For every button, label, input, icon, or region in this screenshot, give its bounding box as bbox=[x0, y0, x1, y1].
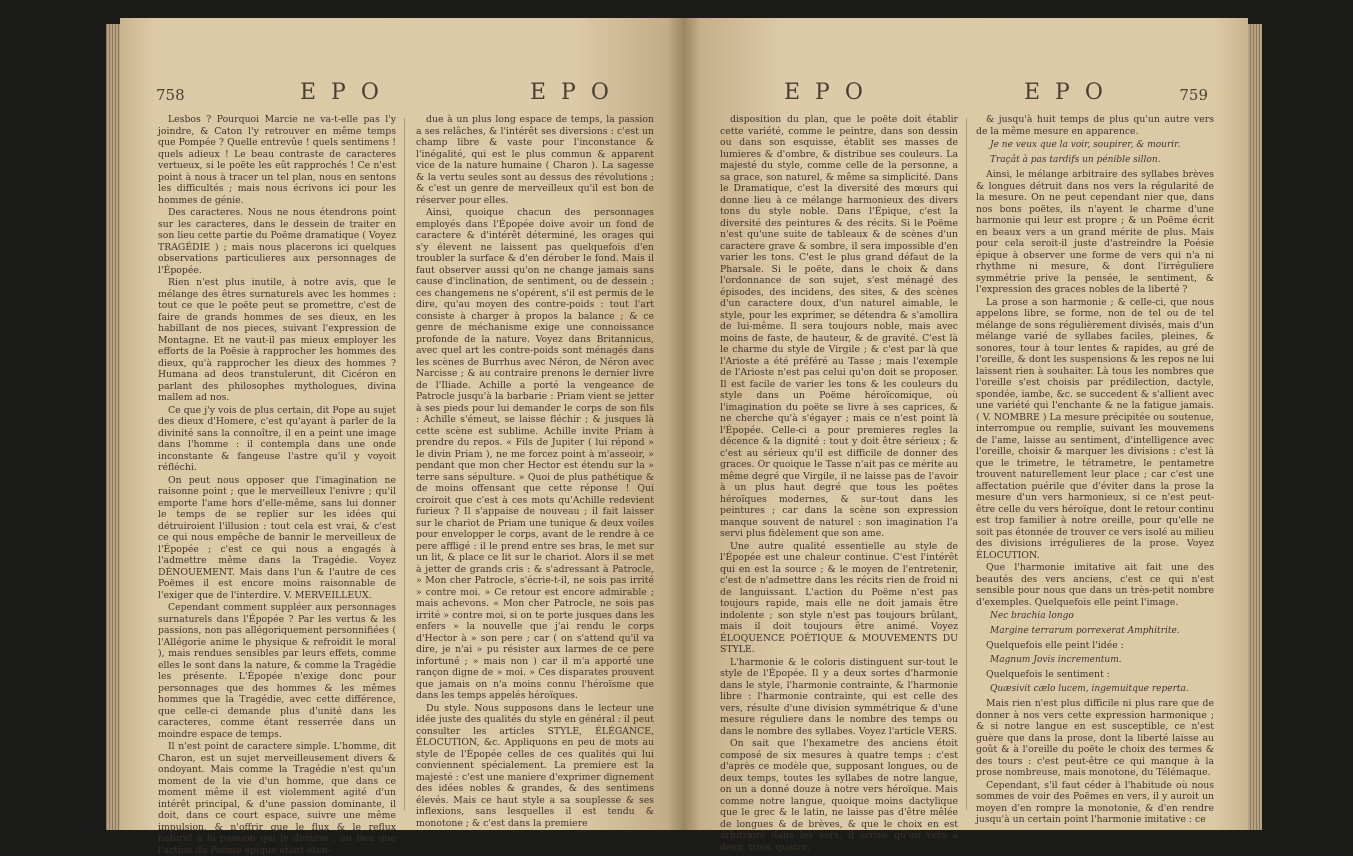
paragraph: Ainsi, le mélange arbitraire des syllabes brèves & longues détruit dans nos vers la régularité de la mesure. On ne peut cependant nier que, dans nos bons poëtes, ils n'ayent le charme d'une harmonie qui leur est propre ; & un Poëme écrit en beaux vers a un grand mérite de plus. Mais pour cela seroit-il juste d'astreindre la Poésie épique à observer une forme de vers qui n'a ni rhythme ni mesure, & dont l'irréguliere symmétrie prive la pensée, le sentiment, & l'expression des graces nobles de la liberté ? bbox=[976, 169, 1214, 295]
left-running-head bbox=[120, 80, 684, 110]
paragraph: Cependant, s'il faut céder à l'habitude où nous sommes de voir des Poëmes en vers, il y auroit un moyen d'en rompre la monotonie, & d'en rendre jusqu'à un certain point l'harmonie imitative : ce bbox=[976, 779, 1214, 825]
left-page-number: 758 bbox=[156, 86, 185, 104]
verse-quote: Nec brachia longo bbox=[990, 611, 1074, 621]
right-page bbox=[684, 18, 1248, 853]
paragraph: Cependant comment suppléer aux personnages surnaturels dans l'Épopée ? Par les vertus & les passions, non pas allégoriquement personnifiées ( l'Allégorie anime le physique & refroidit le moral ), mais rendues sensibles par leurs effets, comme elles le sont dans la nature, & comme la Tragédie les présente. L'Épopée n'exige donc pour personnages que des hommes & les mêmes hommes que la Tragédie, avec cette différence, que celle-ci demande plus d'unité dans les caracteres, comme étant resserrée dans un moindre espace de temps. bbox=[158, 602, 396, 740]
right-page-edges bbox=[1248, 24, 1262, 830]
column-rule bbox=[966, 118, 967, 810]
paragraph: Quelquefois le sentiment : bbox=[986, 669, 1110, 680]
paragraph: Quelquefois elle peint l'idée : bbox=[986, 640, 1124, 651]
left-header-col-b: E P O bbox=[530, 80, 613, 105]
left-page bbox=[120, 18, 684, 856]
verse-quote: Je ne veux que la voir, soupirer, & mourir. bbox=[990, 140, 1181, 150]
paragraph: & jusqu'à huit temps de plus qu'un autre vers de la même mesure en apparence. bbox=[976, 114, 1214, 137]
verse-quote: Quæsivit cælo lucem, ingemuitque reperta. bbox=[990, 683, 1189, 694]
paragraph: L'harmonie & le coloris distinguent sur-tout le style de l'Épopée. Il y a deux sortes d'harmonie dans le style, l'harmonie contrainte, & l'harmonie libre : l'harmonie contrainte, qui est celle des vers, résulte d'une division symmétrique & d'une mesure réguliere dans le nombre des temps ou dans le nombre des syllabes. Voyez l'article VERS. bbox=[720, 656, 958, 737]
paragraph: Mais rien n'est plus difficile ni plus rare que de donner à nos vers cette expression harmonique ; & si notre langue en est susceptible, ce n'est guère que dans la prose, dont la liberté laisse au goût & à l'oreille du poëte le choix des termes & des tours : c'est peut-être ce qui manque à la prose nombreuse, mais monotone, du Télémaque. bbox=[976, 698, 1214, 778]
paragraph: Une autre qualité essentielle au style de l'Épopée est une chaleur continue. C'est l'intérêt qui en est la source ; & le moyen de l'entretenir, c'est de n'admettre dans les récits rien de froid ni de languissant. L'action du Poëme n'est pas toujours rapide, mais elle ne doit jamais être indolente ; son style n'est pas toujours brûlant, mais il doit toujours être animé. Voyez ÉLOQUENCE POÉTIQUE & MOUVEMENTS DU STYLE. bbox=[720, 540, 958, 655]
paragraph: Du style. Nous supposons dans le lecteur une idée juste des qualités du style en général : il peut consulter les articles STYLE, ÉLÉGANCE, ÉLOCUTION, &c. Appliquons en peu de mots au style de l'Épopée celles de ces qualités qui lui conviennent spécialement. La premiere est la majesté : c'est une maniere d'exprimer dignement des idées nobles & grandes, & des sentimens élevés. Mais ce haut style a sa souplesse & ses inflexions, sans lesquelles il est tendu & monotone ; & c'est dans la premiere bbox=[416, 702, 654, 829]
paragraph: Il n'est point de caractere simple. L'homme, dit Charon, est un sujet merveilleusement divers & ondoyant. Mais comme la Tragédie n'est qu'un moment de la vie d'un homme, que dans ce moment même il est violemment agité d'un intérêt principal, & d'une passion dominante, il doit, dans ce court espace, suivre une même impulsion, & n'offrir que le flux & le reflux naturel à la passion qui le domine ; au lieu que l'action du Poëme épique étant éten- bbox=[158, 741, 396, 856]
right-column-b bbox=[976, 114, 1214, 825]
paragraph: Des caracteres. Nous ne nous étendrons point sur les caracteres, dans le dessein de traiter en son lieu cette partie du Poëme dramatique ( Voyez TRAGÉDIE ) ; mais nous placerons ici quelques observations particulieres aux personnages de l'Épopée. bbox=[158, 207, 396, 276]
paragraph: On sait que l'hexametre des anciens étoit composé de six mesures à quatre temps : c'est d'après ce modèle que, supposant longues, ou de deux temps, toutes les syllabes de notre langue, on un a donné douze à notre vers héroïque. Mais comme notre langue, quoique moins dactylique que le grec & le latin, ne laisse pas d'être mêlée de longues & de brèves, & que le choix en est arbitraire dans les vers, il arrive qu'un vers a deux, trois, quatre, bbox=[720, 738, 958, 853]
paragraph: Lesbos ? Pourquoi Marcie ne va-t-elle pas l'y joindre, & Caton l'y retrouver en même temps que Pompée ? Quelle entrevûe ! quels sentimens ! quels adieux ! Le beau contraste de caracteres vertueux, si le poëte les eût rapprochés ! Ce n'est point à nous à tracer un tel plan, nous en sentons les difficultés ; mais nous écrivons ici pour les hommes de génie. bbox=[158, 114, 396, 206]
verse-quote: Traçât à pas tardifs un pénible sillon. bbox=[990, 154, 1161, 165]
paragraph: Ainsi, quoique chacun des personnages employés dans l'Épopée doive avoir un fond de caractere & d'intérêt déterminé, les orages qui s'y élevent ne laissent pas quelquefois d'en troubler la surface & d'en dérober le fond. Mais il faut observer aussi qu'on ne change jamais sans cause d'inclination, de sentiment, ou de dessein ; ces changemens ne s'opérent, s'il est permis de le dire, qu'au moyen des contre-poids : tout l'art consiste à charger à propos la balance ; & ce genre de méchanisme exige une connoissance profonde de la nature. Voyez dans Britannicus, avec quel art les contre-poids sont ménagés dans les scènes de Burrhus avec Néron, de Néron avec Narcisse ; & au contraire prenons le dernier livre de l'Iliade. Achille a porté la vengeance de Patrocle jusqu'à la barbarie : Priam vient se jetter à ses pieds pour lui demander le corps de son fils : Achille s'émeut, se laisse fléchir ; & jusques là cette scène est sublime. Achille invite Priam à prendre du repos. « Fils de Jupiter ( lui répond » le divin Priam ), ne me forcez point à m'asseoir, » pendant que mon cher Hector est étendu sur la » terre sans sépulture. » Quoi de plus pathétique & de moins offensant que cette réponse ! Qui croiroit que c'est à ces mots qu'Achille redevient furieux ? Il s'appaise de nouveau ; il fait laisser sur le chariot de Priam une tunique & deux voiles pour envelopper le corps, avant de le rendre à ce pere affligé : il le prend entre ses bras, le met sur un lit, & place ce lit sur le chariot. Alors il se met à jetter de grands cris : & s'adressant à Patrocle, » Mon cher Patrocle, s'écrie-t-il, ne sois pas irrité » contre moi. » Ce retour est encore admirable ; mais achevons. « Mon cher Patrocle, ne sois pas irrité » contre moi, si on te porte jusques dans les enfers » la nouvelle que j'ai rendu le corps d'Hector à » son pere ; car ( on s'attend qu'il va dire, je n'ai » pu résister aux larmes de ce pere infortuné ; » mais non ) car il m'a apporté une rançon digne de » moi. » Ces disparates prouvent que jamais on n'a moins connu l'héroïsme que dans les temps appelés héroïques. bbox=[416, 207, 654, 701]
paragraph: Ce que j'y vois de plus certain, dit Pope au sujet des dieux d'Homere, c'est qu'ayant à parler de la divinité sans la connoître, il en a peint une image dans l'homme : il contempla dans une onde inconstante & fangeuse l'astre qu'il y voyoit réfléchi. bbox=[158, 404, 396, 473]
open-book bbox=[120, 18, 1248, 856]
right-running-head bbox=[684, 80, 1248, 110]
verse-quote: Magnum Jovis incrementum. bbox=[990, 654, 1122, 665]
right-header-col-a: E P O bbox=[784, 80, 867, 105]
paragraph: due à un plus long espace de temps, la passion a ses relâches, & l'intérêt ses diversions : c'est un champ libre & vaste pour l'inconstance & l'inégalité, qui est le plus commun & apparent vice de la nature humaine ( Charon ). La sagesse & la vertu seules sont au dessus des révolutions ; & c'est un genre de merveilleux qu'il est bon de réserver pour elles. bbox=[416, 114, 654, 206]
left-column-a bbox=[158, 114, 396, 856]
verse-quote: Margine terrarum porrexerat Amphitrite. bbox=[990, 625, 1180, 636]
paragraph: disposition du plan, que le poëte doit établir cette variété, comme le peintre, dans son dessin ou dans son esquisse, établit ses masses de lumieres & d'ombre, & distribue ses couleurs. La majesté du style, comme celle de la personne, a sa grace, son naturel, & même sa simplicité. Dans le Dramatique, c'est la diversité des mœurs qui donne lieu à ce mélange harmonieux des divers tons du style noble. Dans l'Épique, c'est la diversité des peintures & des récits. Si le Poëme n'est qu'une suite de tableaux & de scènes d'un caractere grave & sombre, il sera impossible d'en varier les tons. C'est le plus grand défaut de la Pharsale. Si le poëte, dans le choix & dans l'ordonnance de son sujet, s'est ménagé des épisodes, des incidens, des sites, & des scènes d'un caractere doux, d'un naturel aimable, le style, pour les exprimer, se détendra & s'amollira de lui-même. Il sera toujours noble, mais avec moins de faste, de hauteur, & de gravité. C'est là le charme du style de Virgile ; & c'est par là que l'Arioste a été préféré au Tasse ; mais l'exemple de l'Arioste n'est pas celui qu'on doit se proposer. Il est facile de varier les tons & les couleurs du style dans un Poëme héroïcomique, où l'imagination du poëte se livre à ses caprices, & ne cherche qu'à s'égayer ; mais ce n'est point là l'Épopée. Celle-ci a pour premieres regles la décence & la dignité : tout y doit être sérieux ; & c'est au sérieux qu'il est difficile de donner des graces. Or quoique le Tasse n'ait pas ce mérite au même degré que Virgile, il ne laisse pas de l'avoir à un plus haut degré que tous les poëtes héroïques modernes, & sur-tout dans les peintures ; car dans la scène son expression manque souvent de naturel : son imagination l'a servi plus fidèlement que son ame. bbox=[720, 114, 958, 539]
paragraph: Rien n'est plus inutile, à notre avis, que le mélange des êtres surnaturels avec les hommes : tout ce que le poëte peut se promettre, c'est de faire de grands hommes de ses dieux, en les habillant de nos pieces, suivant l'expression de Montagne. Et ne vaut-il pas mieux employer les efforts de la Poësie à rapprocher les hommes des dieux, qu'à rapprocher les dieux des hommes ? Humana ad deos transtulerunt, dit Cicéron en parlant des philosophes mythologues, divina mallem ad nos. bbox=[158, 277, 396, 403]
paragraph: On peut nous opposer que l'imagination ne raisonne point ; que le merveilleux l'enivre ; qu'il emporte l'ame hors d'elle-même, sans lui donner le temps de se replier sur les idées qui détruiroient l'illusion : tout cela est vrai, & c'est ce qui nous empêche de bannir le merveilleux de l'Épopée ; c'est ce qui nous a engagés à l'admettre même dans la Tragédie. Voyez DÉNOUEMENT. Mais dans l'un & l'autre de ces Poëmes il est encore moins raisonnable de l'exiger que de l'interdire. V. MERVEILLEUX. bbox=[158, 474, 396, 601]
left-header-col-a: E P O bbox=[300, 80, 383, 105]
paragraph: Que l'harmonie imitative ait fait une des beautés des vers anciens, c'est ce qui n'est sensible pour nous que dans un très-petit nombre d'exemples. Quelquefois elle peint l'image. bbox=[976, 562, 1214, 608]
left-page-edges bbox=[106, 24, 120, 830]
column-rule bbox=[404, 118, 405, 810]
right-header-col-b: E P O bbox=[1024, 80, 1107, 105]
right-page-number: 759 bbox=[1179, 86, 1208, 104]
left-column-b bbox=[416, 114, 654, 829]
paragraph: La prose a son harmonie ; & celle-ci, que nous appelons libre, se forme, non de tel ou de tel mélange de sons régulièrement divisés, mais d'un mélange varié de syllabes faciles, pleines, & sonores, tour à tour lentes & rapides, au gré de l'oreille, & dont les suspensions & les repos ne lui laissent rien à souhaiter. Là tous les nombres que l'oreille s'est choisis par prédilection, dactyle, spondée, iambe, &c. se succedent & s'allient avec une variété qui l'enchante & ne la fatigue jamais. ( V. NOMBRE ) La mesure précipitée ou soutenue, interrompue ou remplie, suivant les mouvemens de l'ame, laisse au sentiment, d'intelligence avec l'oreille, choisir & marquer les divisions : c'est là que le trimetre, le tétrametre, le pentametre trouvent naturellement leur place ; car c'est une affectation puérile que d'éviter dans la prose la mesure d'un vers harmonieux, si ce n'est peut-être celle du vers héroïque, dont le retour continu est trop familier à notre oreille, pour qu'elle ne soit pas étonnée de trouver ce vers isolé au milieu des divisions irrégulieres de la prose. Voyez ÉLOCUTION. bbox=[976, 296, 1214, 561]
right-column-a bbox=[720, 114, 958, 853]
